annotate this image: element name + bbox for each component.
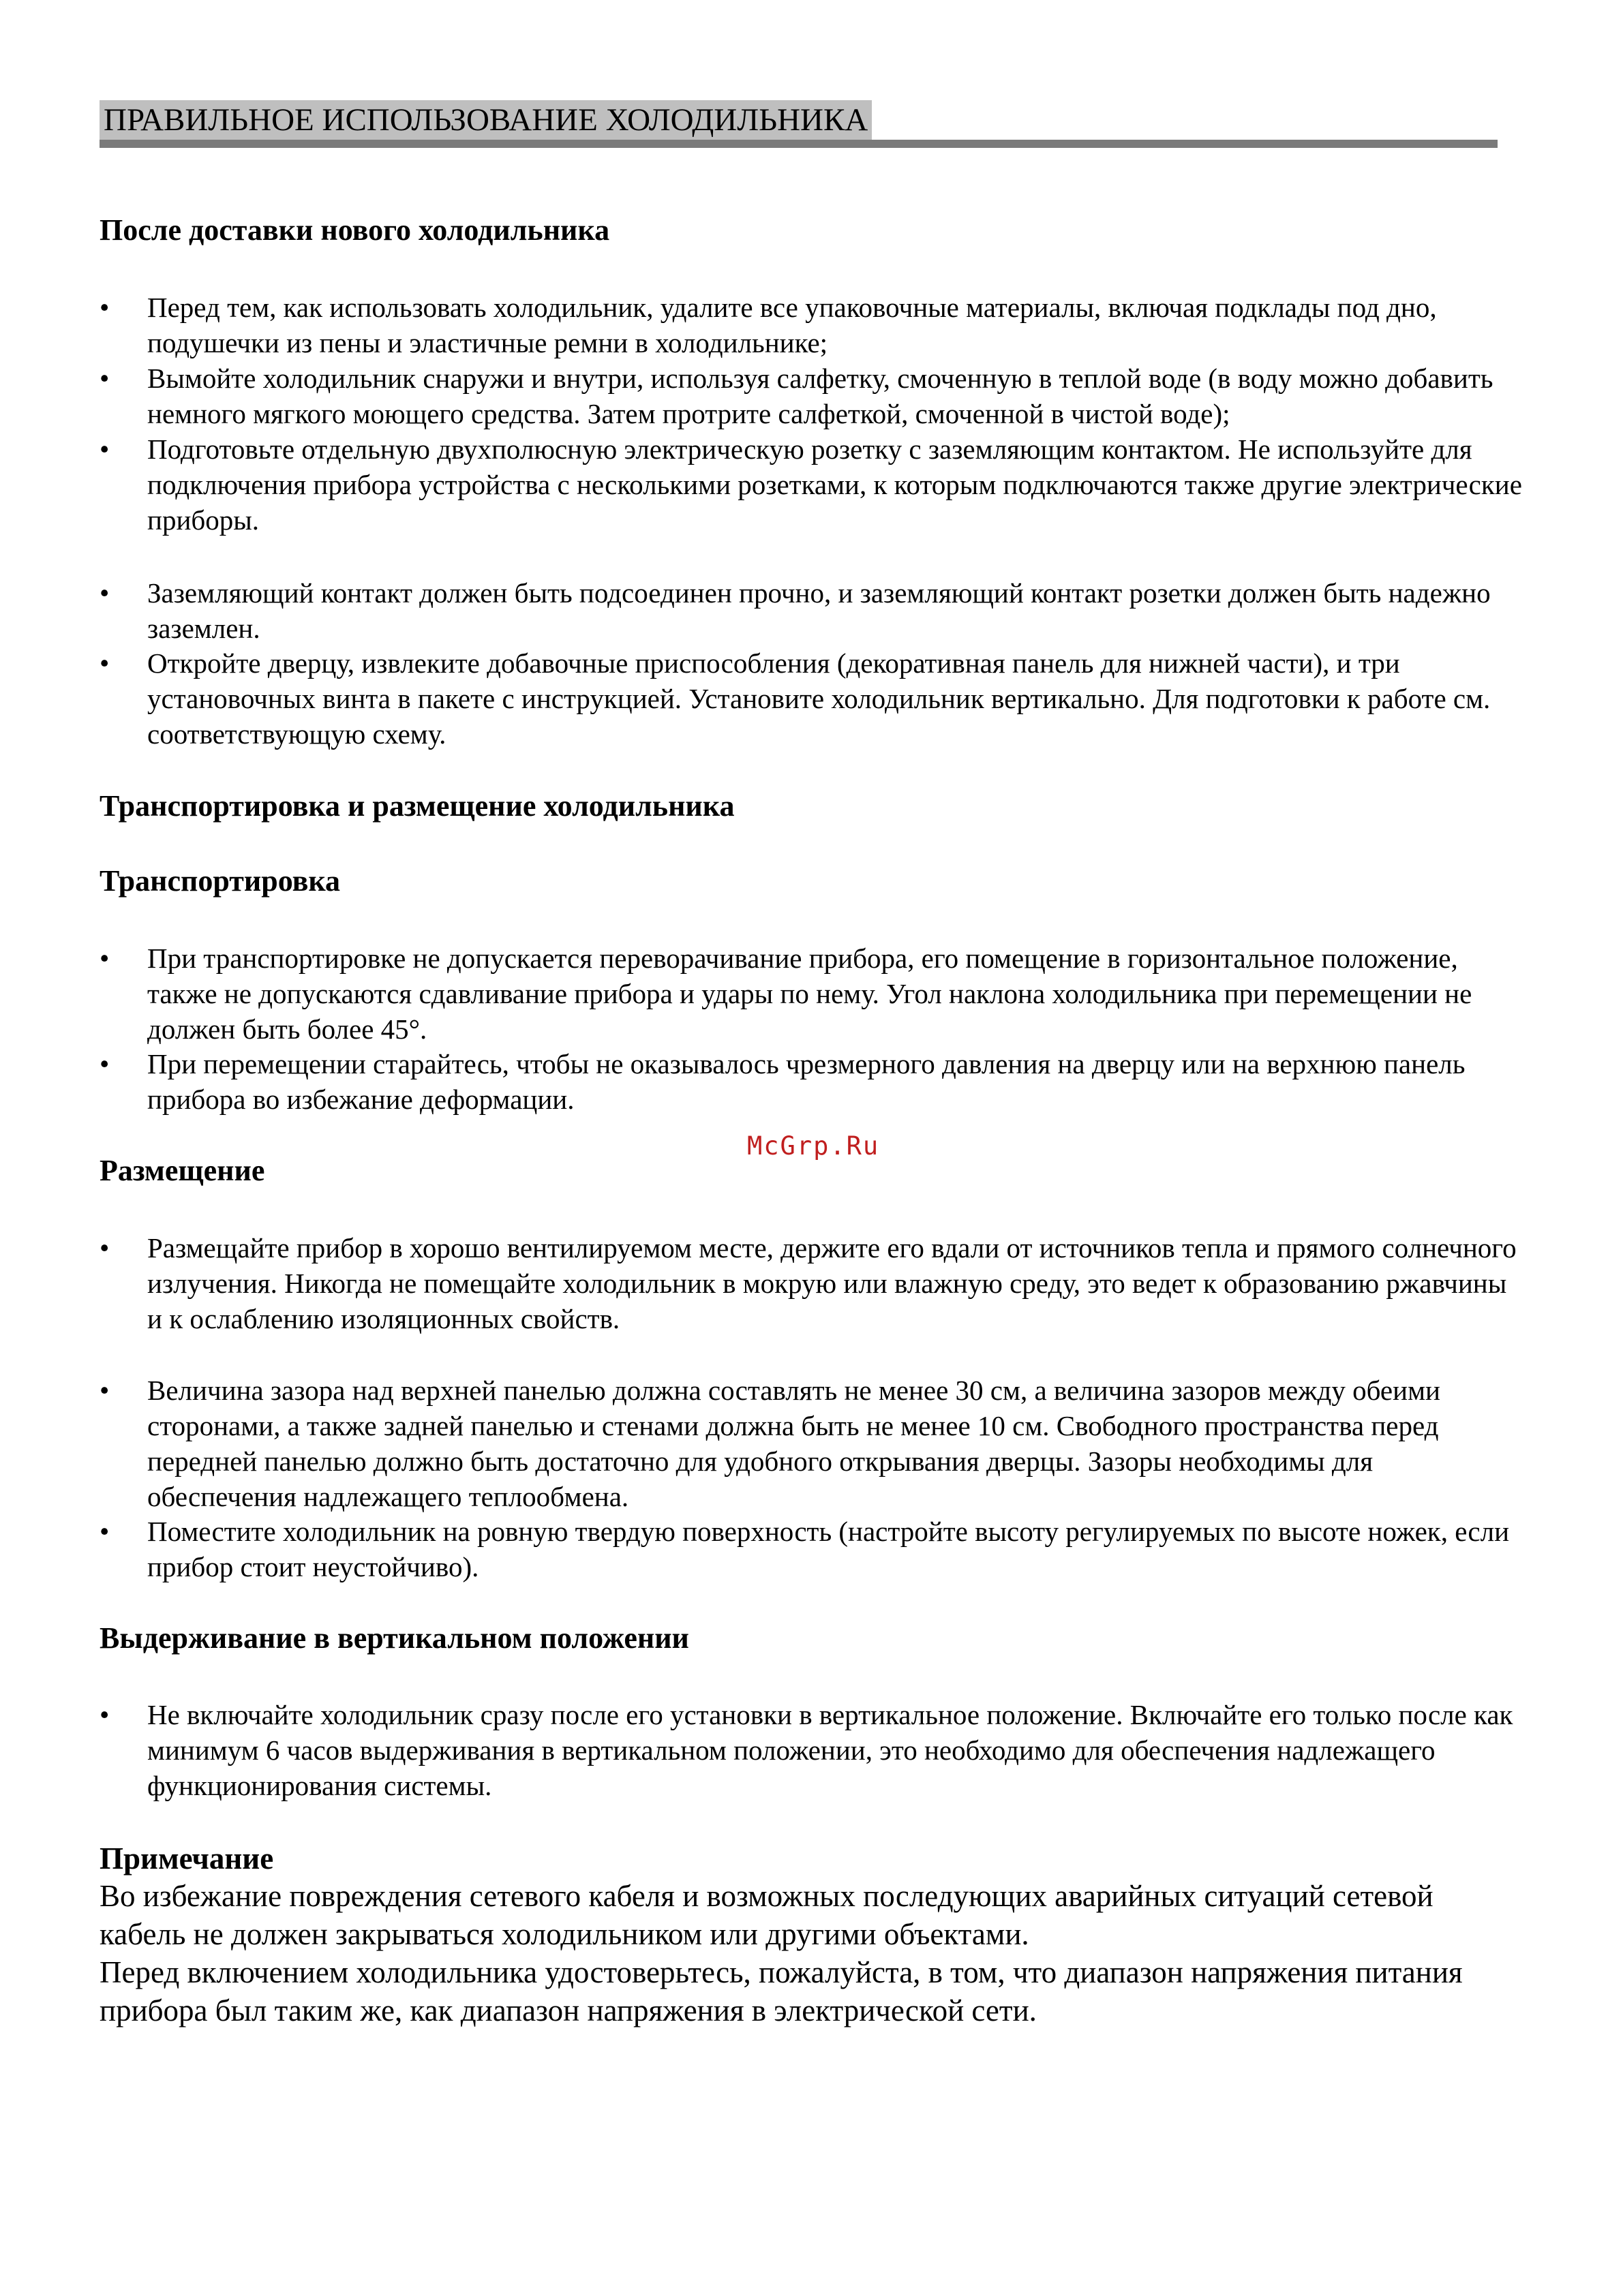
bullet: • <box>100 943 110 974</box>
list-item-text: При перемещении старайтесь, чтобы не оказывалось чрезмерного давления на дверцу или на верхнюю панель прибора во избежание деформации. <box>147 1048 1466 1115</box>
note-paragraph: Во избежание повреждения сетевого кабеля и возможных последующих аварийных ситуаций сетевой кабель не должен закрываться холодильником или другими объектами. <box>100 1879 1434 1951</box>
section-heading-vertical-holding: Выдерживание в вертикальном положении <box>100 1621 689 1655</box>
list-item-text: Величина зазора над верхней панелью должна составлять не менее 30 см, а величина зазоров между обеими сторонами, а также задней панелью и стенами должна быть не менее 10 см. Свободного пространства перед передней панелью должно быть достаточно для удобного открывания дверцы. Зазоры необходимы для обеспечения надлежащего теплообмена. <box>147 1375 1440 1512</box>
list-item <box>100 431 1524 538</box>
bullet: • <box>100 1699 110 1730</box>
list-item <box>100 290 1524 361</box>
section-heading-transport: Транспортировка <box>100 864 341 898</box>
list-item-text: Поместите холодильник на ровную твердую поверхность (настройте высоту регулируемых по высоте ножек, если прибор стоит неустойчиво). <box>147 1516 1510 1582</box>
note-paragraph: Перед включением холодильника удостоверьтесь, пожалуйста, в том, что диапазон напряжения питания прибора был таким же, как диапазон напряжения в электрической сети. <box>100 1955 1463 2027</box>
bullet: • <box>100 1375 110 1406</box>
section-heading-placement: Размещение <box>100 1154 265 1187</box>
bullet: • <box>100 292 110 323</box>
title-underline <box>100 140 1498 148</box>
note-body <box>100 1877 1524 2030</box>
list-item <box>100 1514 1524 1585</box>
list-item-text: Перед тем, как использовать холодильник, удалите все упаковочные материалы, включая подклады под дно, подушечки из пены и эластичные ремни в холодильнике; <box>147 292 1437 358</box>
list-item <box>100 1046 1524 1117</box>
list-item-text: Размещайте прибор в хорошо вентилируемом месте, держите его вдали от источников тепла и прямого солнечного излучения. Никогда не помещайте холодильник в мокрую или влажную среду, это ведет к образованию ржавчины и к ослаблению изоляционных свойств. <box>147 1232 1517 1334</box>
note-heading: Примечание <box>100 1841 274 1876</box>
list-item <box>100 645 1524 752</box>
bullet: • <box>100 363 110 394</box>
list-item-text: Откройте дверцу, извлеките добавочные приспособления (декоративная панель для нижней части), и три установочных винта в пакете с инструкцией. Установите холодильник вертикально. Для подготовки к работе см. соответствующую схему. <box>147 647 1491 750</box>
list-item <box>100 361 1524 431</box>
list-item-text: Не включайте холодильник сразу после его установки в вертикальное положение. Включайте его только после как минимум 6 часов выдерживания в вертикальном положении, это необходимо для обеспечения надлежащего функционирования системы. <box>147 1699 1513 1801</box>
bullet: • <box>100 433 110 465</box>
bullet: • <box>100 647 110 679</box>
list-item-text: Подготовьте отдельную двухполюсную электрическую розетку с заземляющим контактом. Не используйте для подключения прибора устройства с несколькими розетками, к которым подключаются также другие электрические приборы. <box>147 433 1522 536</box>
bullet: • <box>100 1516 110 1547</box>
page-title: ПРАВИЛЬНОЕ ИСПОЛЬЗОВАНИЕ ХОЛОДИЛЬНИКА <box>100 100 872 140</box>
section-heading-transport-placement: Транспортировка и размещение холодильника <box>100 789 735 823</box>
bullet: • <box>100 577 110 609</box>
list-item <box>100 1373 1524 1514</box>
list-item-text: При транспортировке не допускается переворачивание прибора, его помещение в горизонтальное положение, также не допускаются сдавливание прибора и удары по нему. Угол наклона холодильника при перемещении не должен быть более 45°. <box>147 943 1472 1045</box>
list-item <box>100 940 1524 1047</box>
section-heading-delivery: После доставки нового холодильника <box>100 213 610 247</box>
list-item-text: Вымойте холодильник снаружи и внутри, используя салфетку, смоченную в теплой воде (в воду можно добавить немного мягкого моющего средства. Затем протрите салфеткой, смоченной в чистой воде); <box>147 363 1493 429</box>
list-item <box>100 1697 1524 1803</box>
list-item <box>100 575 1524 646</box>
list-item <box>100 1230 1524 1336</box>
bullet: • <box>100 1048 110 1080</box>
watermark: McGrp.Ru <box>747 1131 880 1161</box>
list-item-text: Заземляющий контакт должен быть подсоединен прочно, и заземляющий контакт розетки должен быть надежно заземлен. <box>147 577 1491 644</box>
bullet: • <box>100 1232 110 1264</box>
